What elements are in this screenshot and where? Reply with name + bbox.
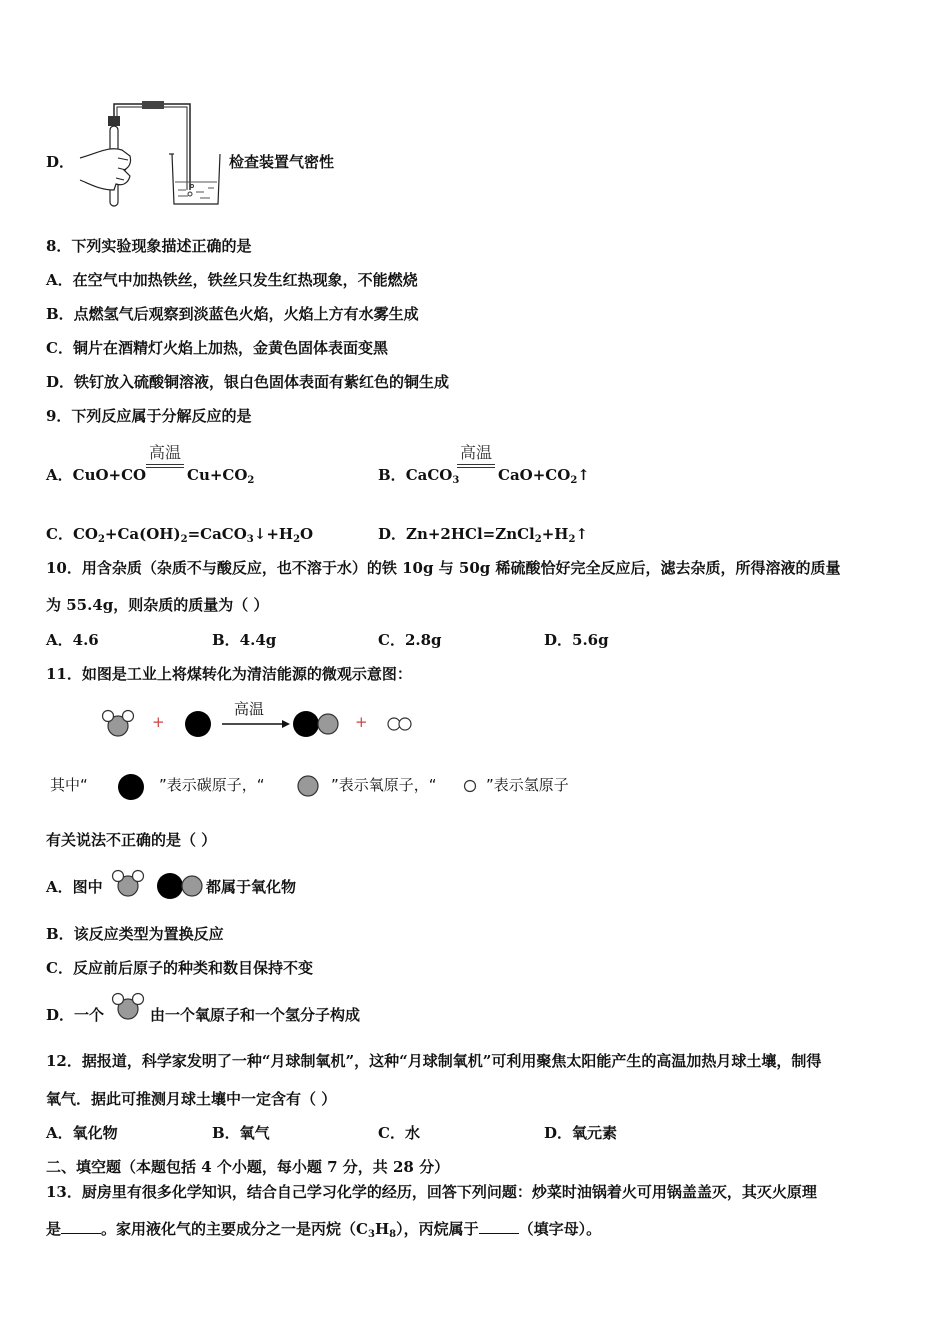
water-molecule-hydrogen — [113, 871, 124, 882]
q13-blank-2[interactable] — [479, 1219, 519, 1234]
q10-option-b: B．4.4g — [212, 631, 277, 649]
q9-option-a: A．CuO+CO — [46, 466, 147, 484]
water-molecule-hydrogen — [133, 994, 144, 1005]
h2-molecule-hydrogen — [399, 718, 411, 730]
water-molecule-hydrogen — [103, 711, 114, 722]
bubble-icon — [188, 192, 192, 196]
q11-option-a-suffix: 都属于氧化物 — [206, 878, 297, 896]
water-molecule-hydrogen — [123, 711, 134, 722]
co-molecule-oxygen — [318, 714, 338, 734]
q7-option-d-text: 检查装置气密性 — [229, 153, 335, 171]
q11-legend-4: ”表示氢原子 — [486, 776, 569, 794]
q13-stem-line1: 13．厨房里有很多化学知识，结合自己学习化学的经历，回答下列问题：炒菜时油锅着火可用锅盖盖灭，其灭火原理 — [46, 1183, 817, 1201]
section2-title: 二、填空题（本题包括 4 个小题，每小题 7 分，共 28 分） — [46, 1158, 450, 1176]
co-molecule-carbon — [157, 873, 183, 899]
q9-a-condition: 高温 — [146, 440, 184, 468]
q12-option-c: C．水 — [378, 1124, 420, 1142]
q11-option-b: B．该反应类型为置换反应 — [46, 925, 224, 943]
q11-legend-1: 其中“ — [50, 776, 88, 794]
q10-option-d: D．5.6g — [544, 631, 609, 649]
q7-option-d-label: D． — [46, 153, 75, 171]
q11-plus-2: + — [355, 713, 368, 731]
water-lines — [178, 188, 214, 198]
q9-option-b: B．CaCO$_3$ — [378, 466, 460, 486]
q11-option-d-prefix: D．一个 — [46, 1006, 105, 1024]
q10-stem-line2: 为 55.4g，则杂质的质量为（ ） — [46, 596, 269, 614]
q11-stem: 11．如图是工业上将煤转化为清洁能源的微观示意图： — [46, 665, 412, 683]
q8-option-b: B．点燃氢气后观察到淡蓝色火焰，火焰上方有水雾生成 — [46, 305, 419, 323]
q8-option-c: C．铜片在酒精灯火焰上加热，金黄色固体表面变黑 — [46, 339, 388, 357]
q9-option-c: C．$CO_2+Ca(OH)_2=CaCO_3↓+H_2O$ — [46, 525, 314, 545]
bubble-icon — [191, 185, 194, 188]
hydrogen-legend-icon — [462, 778, 478, 794]
q10-option-a: A．4.6 — [46, 631, 99, 649]
q11-ask: 有关说法不正确的是（ ） — [46, 831, 217, 849]
q12-option-a: A．氧化物 — [46, 1124, 118, 1142]
q11-option-a-prefix: A．图中 — [46, 878, 103, 896]
q11-plus-1: + — [152, 713, 165, 731]
rubber-joint — [142, 101, 164, 109]
q10-stem-line1: 10．用含杂质（杂质不与酸反应，也不溶于水）的铁 10g 与 50g 稀硫酸恰好完全反应后，滤去杂质，所得溶液的质量 — [46, 559, 841, 577]
q9-option-a-products: $Cu+CO_2$ — [187, 466, 255, 486]
q11-option-c: C．反应前后原子的种类和数目保持不变 — [46, 959, 313, 977]
oxygen-legend-icon — [296, 774, 320, 798]
q13-stem-line2: 是 。家用液化气的主要成分之一是丙烷$(C_3H_8)$，丙烷属于 （填字母）。 — [46, 1220, 602, 1240]
carbon-atom — [185, 711, 211, 737]
q8-stem: 8．下列实验现象描述正确的是 — [46, 237, 252, 255]
q9-stem: 9．下列反应属于分解反应的是 — [46, 407, 252, 425]
q9-b-condition: 高温 — [457, 440, 495, 468]
q11-legend-3: ”表示氧原子，“ — [331, 776, 437, 794]
q8-option-a: A．在空气中加热铁丝，铁丝只发生红热现象，不能燃烧 — [46, 271, 418, 289]
q11-diagram-condition: 高温 — [234, 700, 265, 718]
water-molecule-hydrogen — [133, 871, 144, 882]
q9-option-d: D．$Zn+2HCl=ZnCl_2+H_2↑$ — [378, 525, 589, 545]
q11-legend-2: ”表示碳原子，“ — [159, 776, 265, 794]
co-molecule-oxygen — [182, 876, 202, 896]
q11-option-d-water-molecule — [108, 990, 148, 1022]
rubber-stopper — [108, 116, 120, 126]
q11-option-a-molecules — [108, 866, 208, 900]
arrow-head-icon — [282, 720, 290, 728]
q12-option-b: B．氧气 — [212, 1124, 270, 1142]
q13-blank-1[interactable] — [61, 1219, 101, 1234]
q8-option-d: D．铁钉放入硫酸铜溶液，银白色固体表面有紫红色的铜生成 — [46, 373, 450, 391]
h2-molecule-hydrogen — [388, 718, 400, 730]
airtightness-apparatus-figure — [70, 98, 230, 210]
water-molecule-hydrogen — [113, 994, 124, 1005]
q9-option-b-products: $CaO+CO_2↑$ — [498, 466, 590, 486]
co-molecule-carbon — [293, 711, 319, 737]
q11-option-d-suffix: 由一个氧原子和一个氢分子构成 — [150, 1006, 361, 1024]
carbon-legend-icon — [116, 772, 146, 802]
q12-option-d: D．氧元素 — [544, 1124, 618, 1142]
q10-option-c: C．2.8g — [378, 631, 442, 649]
q12-stem-line1: 12．据报道，科学家发明了一种“月球制氧机”，这种“月球制氧机”可利用聚焦太阳能产生的高温加热月球土壤，制得 — [46, 1052, 822, 1070]
q12-stem-line2: 氧气．据此可推测月球土壤中一定含有（ ） — [46, 1090, 337, 1108]
